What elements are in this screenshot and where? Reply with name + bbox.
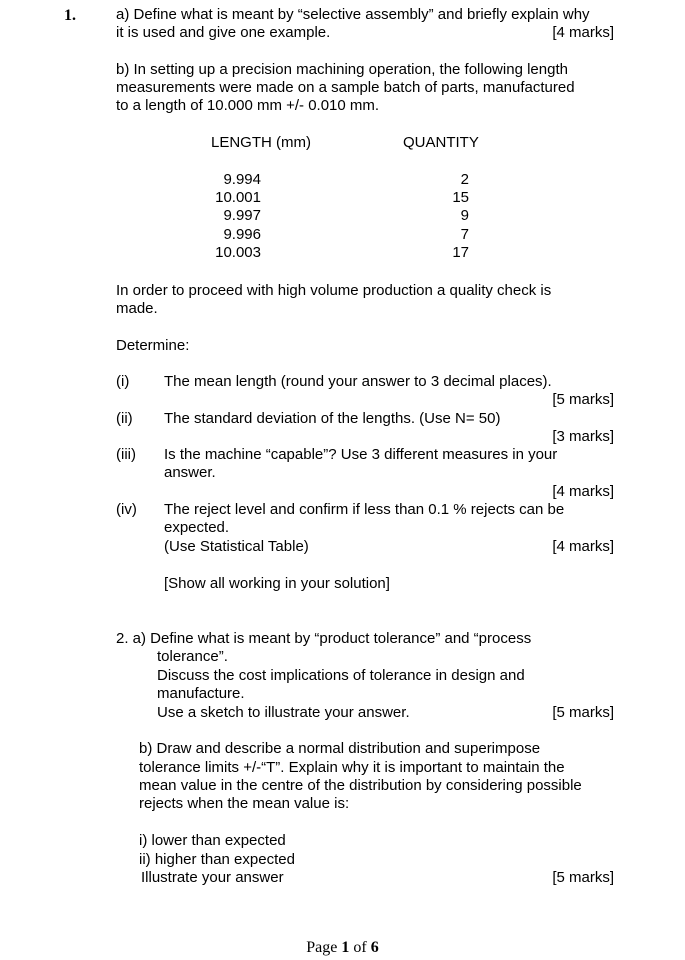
item-iii-label: (iii) [116, 446, 136, 463]
q2a-line-4: manufacture. [157, 685, 245, 702]
quality-line-1: In order to proceed with high volume production a quality check is [116, 282, 552, 299]
q2b-line-2: tolerance limits +/-“T”. Explain why it is important to maintain the [139, 759, 565, 776]
table-length-1: 9.994 [223, 171, 261, 188]
table-quantity-3: 9 [460, 207, 469, 224]
table-quantity-5: 17 [452, 244, 469, 261]
q2b-marks: [5 marks] [552, 869, 614, 886]
q2a-marks: [5 marks] [552, 704, 614, 721]
item-iv-label: (iv) [116, 501, 137, 518]
item-ii-text: The standard deviation of the lengths. (Use N= 50) [164, 410, 501, 427]
q2a-line-5: Use a sketch to illustrate your answer. [157, 704, 410, 721]
footer-prefix: Page [306, 939, 342, 956]
q2b-line-3: mean value in the centre of the distribution by considering possible [139, 777, 582, 794]
q2b-sub-3: Illustrate your answer [141, 869, 284, 886]
item-iv-marks: [4 marks] [552, 538, 614, 555]
item-iv-text-1: The reject level and confirm if less than 0.1 % rejects can be [164, 501, 565, 518]
q2b-sub-2: ii) higher than expected [139, 851, 295, 868]
q1a-line-2: it is used and give one example. [116, 24, 331, 41]
quality-line-2: made. [116, 300, 158, 317]
q1b-line-1: b) In setting up a precision machining operation, the following length [116, 61, 568, 78]
q1b-line-2: measurements were made on a sample batch of parts, manufactured [116, 79, 575, 96]
table-length-4: 9.996 [223, 226, 261, 243]
q2a-line-2: tolerance”. [157, 648, 228, 665]
q2a-line-1: 2. a) Define what is meant by “product tolerance” and “process [116, 630, 532, 647]
table-length-2: 10.001 [215, 189, 261, 206]
footer-middle: of [349, 939, 371, 956]
table-header-quantity: QUANTITY [403, 134, 479, 151]
item-i-marks: [5 marks] [552, 391, 614, 408]
item-ii-label: (ii) [116, 410, 133, 427]
footer-total-pages: 6 [370, 939, 379, 956]
table-header-length: LENGTH (mm) [211, 134, 311, 151]
table-quantity-1: 2 [460, 171, 469, 188]
q2b-line-4: rejects when the mean value is: [139, 795, 350, 812]
item-i-label: (i) [116, 373, 130, 390]
table-quantity-4: 7 [460, 226, 469, 243]
q2b-line-1: b) Draw and describe a normal distribution and superimpose [139, 740, 541, 757]
footer-current-page: 1 [341, 939, 350, 956]
determine-label: Determine: [116, 337, 190, 354]
q1a-line-1: a) Define what is meant by “selective assembly” and briefly explain why [116, 6, 590, 23]
q2b-sub-1: i) lower than expected [139, 832, 286, 849]
table-length-5: 10.003 [215, 244, 261, 261]
item-iii-text-1: Is the machine “capable”? Use 3 different measures in your [164, 446, 558, 463]
item-iii-marks: [4 marks] [552, 483, 614, 500]
item-ii-marks: [3 marks] [552, 428, 614, 445]
item-i-text: The mean length (round your answer to 3 decimal places). [164, 373, 552, 390]
item-iv-text-2: expected. [164, 519, 230, 536]
q1b-line-3: to a length of 10.000 mm +/- 0.010 mm. [116, 97, 380, 114]
item-iii-text-2: answer. [164, 464, 216, 481]
item-iv-text-3: (Use Statistical Table) [164, 538, 309, 555]
show-working-note: [Show all working in your solution] [164, 575, 390, 592]
table-length-3: 9.997 [223, 207, 261, 224]
q1a-marks: [4 marks] [552, 24, 614, 41]
page-footer [0, 939, 685, 957]
table-quantity-2: 15 [452, 189, 469, 206]
q2a-line-3: Discuss the cost implications of tolerance in design and [157, 667, 525, 684]
question-number-1: 1. [64, 7, 76, 24]
